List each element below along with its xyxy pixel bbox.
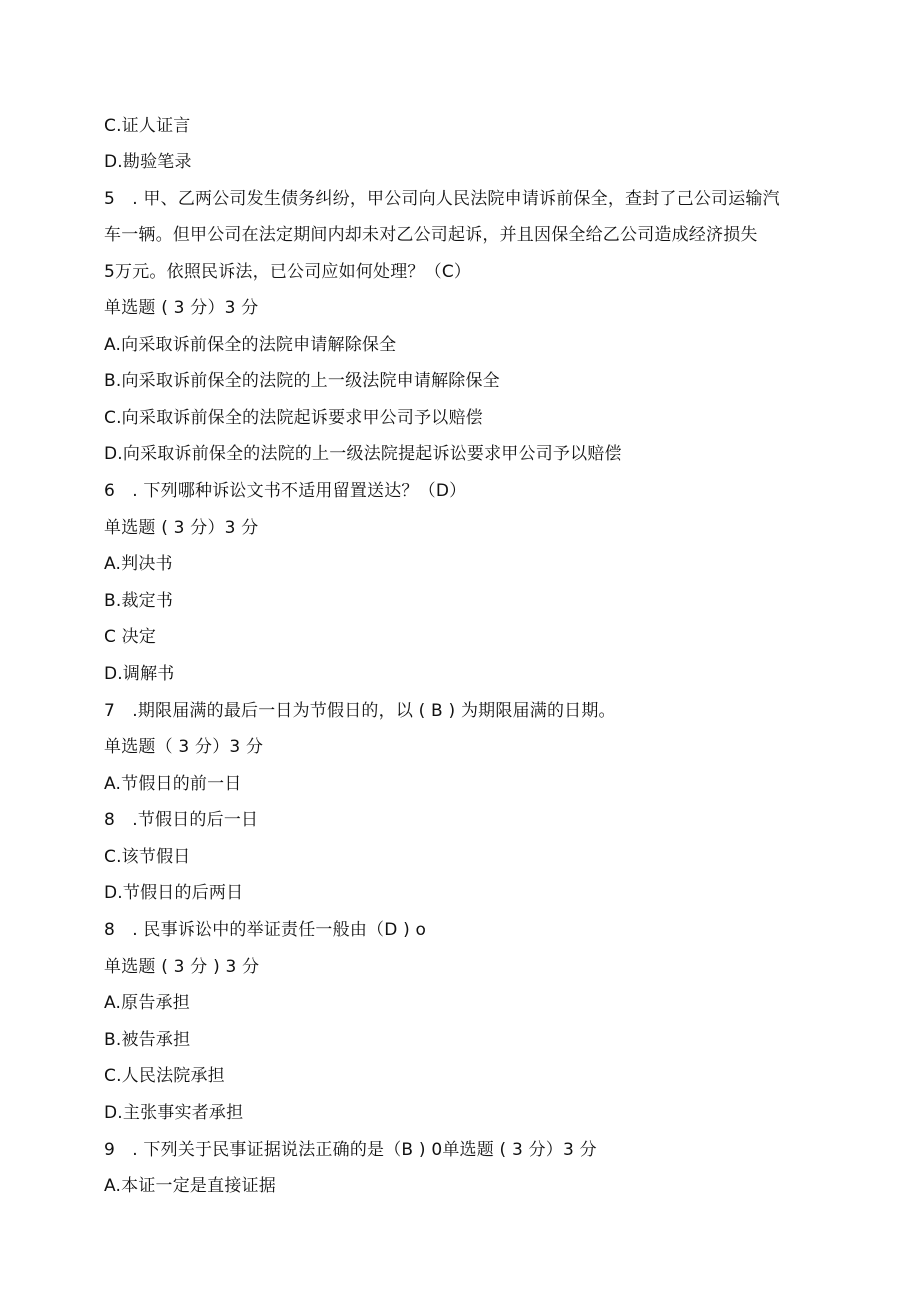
question-6-option-d: D.调解书 — [104, 664, 175, 684]
question-9: 9 . 下列关于民事证据说法正确的是（B ) 0单选题 ( 3 分）3 分 — [104, 1140, 597, 1160]
question-6-option-b: B.裁定书 — [104, 591, 174, 611]
question-5-option-a: A.向采取诉前保全的法院申请解除保全 — [104, 335, 397, 355]
question-5-line-3: 5万元。依照民诉法，已公司应如何处理？（C） — [104, 262, 472, 282]
question-7-type: 单选题（ 3 分）3 分 — [104, 737, 264, 757]
option-c-witness-testimony: C.证人证言 — [104, 116, 191, 136]
question-8-option-b: B.被告承担 — [104, 1030, 191, 1050]
question-7-option-c: C.该节假日 — [104, 847, 191, 867]
question-7: 7 .期限届满的最后一日为节假日的，以 ( B ) 为期限届满的日期。 — [104, 701, 616, 721]
question-5-option-b: B.向采取诉前保全的法院的上一级法院申请解除保全 — [104, 371, 500, 391]
question-6-type: 单选题 ( 3 分）3 分 — [104, 518, 259, 538]
question-8-type: 单选题 ( 3 分 ) 3 分 — [104, 957, 260, 977]
question-5-line-1: 5 . 甲、乙两公司发生债务纠纷，甲公司向人民法院申请诉前保全，查封了己公司运输汽 — [104, 189, 780, 209]
question-6: 6 . 下列哪种诉讼文书不适用留置送达？（D） — [104, 481, 467, 501]
question-8-option-a: A.原告承担 — [104, 993, 190, 1013]
question-8-option-c: C.人民法院承担 — [104, 1066, 225, 1086]
question-7-option-d: D.节假日的后两日 — [104, 883, 244, 903]
question-8: 8 . 民事诉讼中的举证责任一般由（D ) o — [104, 920, 427, 940]
question-9-option-a: A.本证一定是直接证据 — [104, 1176, 276, 1196]
question-6-option-c: C 决定 — [104, 627, 157, 647]
question-6-option-a: A.判决书 — [104, 554, 173, 574]
question-5-type: 单选题 ( 3 分）3 分 — [104, 298, 259, 318]
question-5-option-c: C.向采取诉前保全的法院起诉要求甲公司予以赔偿 — [104, 408, 483, 428]
question-8-option-d: D.主张事实者承担 — [104, 1103, 244, 1123]
question-5-option-d: D.向采取诉前保全的法院的上一级法院提起诉讼要求甲公司予以赔偿 — [104, 444, 622, 464]
option-d-inspection-record: D.勘验笔录 — [104, 152, 192, 172]
question-7-option-a: A.节假日的前一日 — [104, 774, 242, 794]
question-5-line-2: 车一辆。但甲公司在法定期间内却未对乙公司起诉，并且因保全给乙公司造成经济损失 — [104, 225, 758, 245]
question-7-option-b: 8 .节假日的后一日 — [104, 810, 259, 830]
